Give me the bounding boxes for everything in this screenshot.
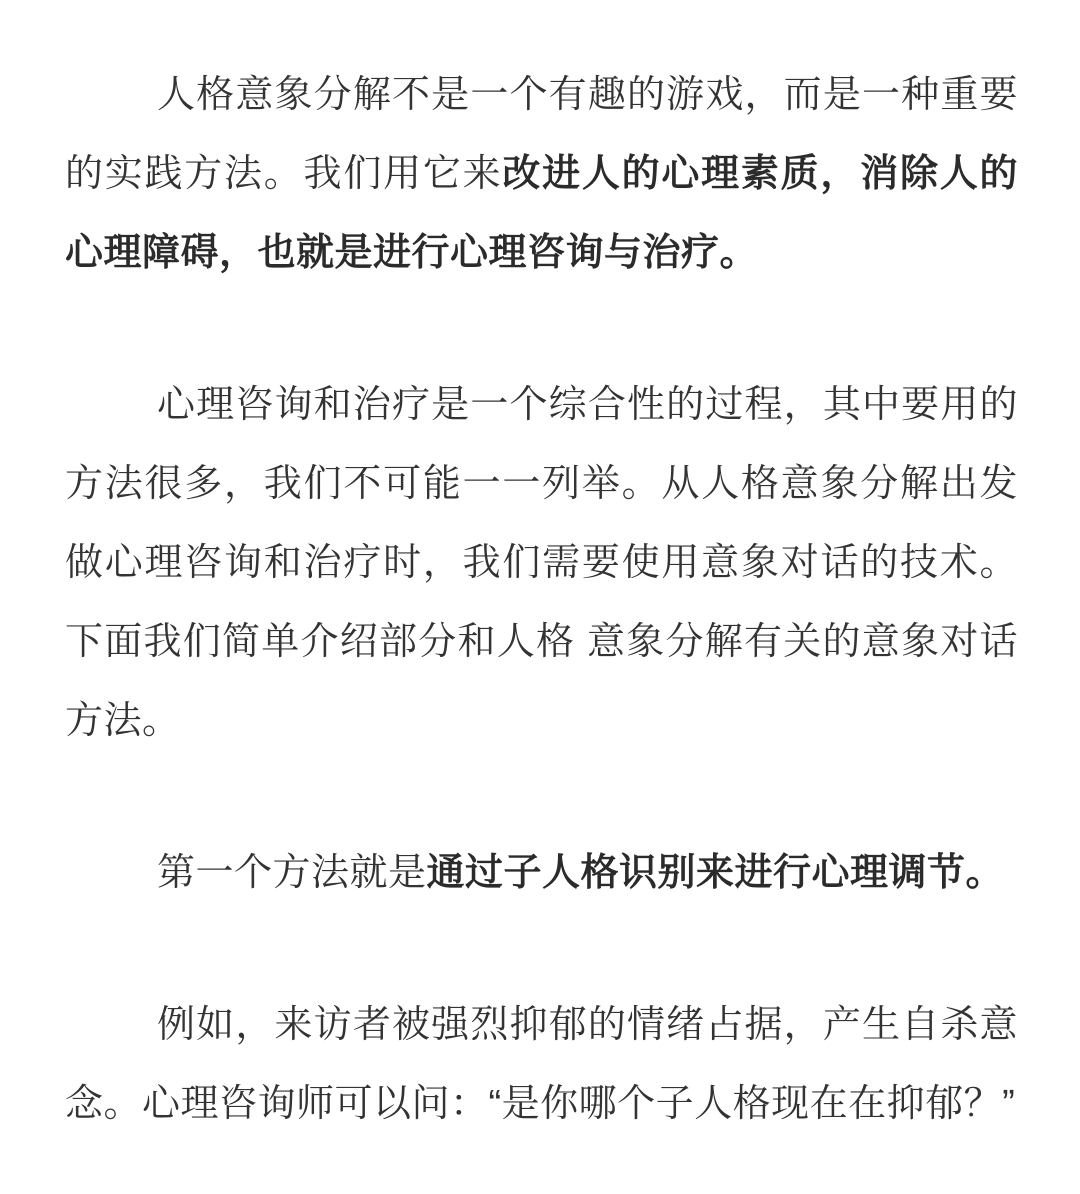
text-segment: 心理咨询和治疗是一个综合性的过程，其中要用的方法很多，我们不可能一一列举。从人格意象分解出发做心理咨询和治疗时，我们需要使用意象对话的技术。下面我们简单介绍部分和人格 意象分解有关的意象对话方法。	[65, 384, 1018, 742]
paragraph	[65, 834, 1018, 913]
text-segment: 第一个方法就是	[157, 852, 427, 894]
document-content	[65, 56, 1018, 1144]
paragraph	[65, 986, 1018, 1144]
paragraph	[65, 366, 1018, 761]
bold-text-segment: 通过子人格识别来进行心理调节。	[426, 852, 1005, 894]
paragraph	[65, 56, 1018, 293]
text-segment: 例如，来访者被强烈抑郁的情绪占据，产生自杀意念。心理咨询师可以问：“是你哪个子人格现在在抑郁？”	[65, 1004, 1018, 1125]
text-segment: 人格意象分解不是一个有趣的游戏，而是一种重要的实践方法。我们用它来	[65, 74, 1018, 195]
bold-text-segment: 改进人的心理素质，消除人的心理障碍，也就是进行心理咨询与治疗。	[65, 153, 1018, 274]
